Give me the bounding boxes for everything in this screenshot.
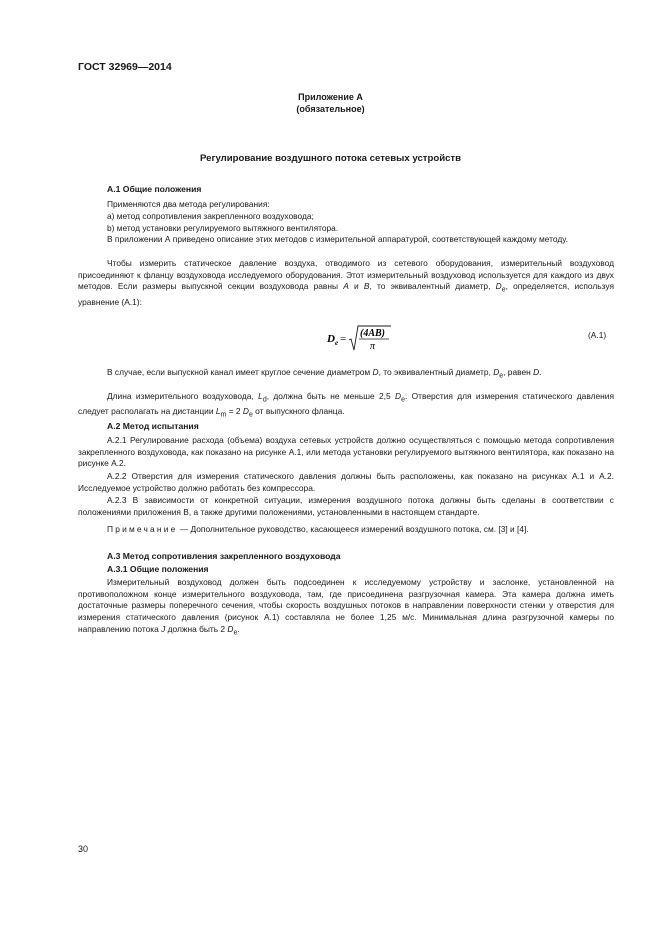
equation-number: (А.1) <box>588 330 607 340</box>
section-a3-1-heading: А.3.1 Общие положения <box>107 564 209 574</box>
main-title: Регулирование воздушного потока сетевых устройств <box>199 153 462 164</box>
a2-1-paragraph: А.2.1 Регулирование расхода (объема) воздуха сетевых устройств должно осуществляться с помощью метода сопротивления закрепленного воздуховода, как показано на рисунке А.1, или метода установки регулируемого вытяжного вентилятора, как показано на рисунке А.2. <box>78 435 614 469</box>
a2-note: Примечание — Дополнительное руководство, касающееся измерений воздушного потока, см. [3] и [4]. <box>107 524 529 534</box>
a1-measure-paragraph: Чтобы измерить статическое давление воздуха, отводимого из сетевого оборудования, измерительный воздуховод присоединяют к фланцу воздуховода исследуемого оборудования. Этот измерительный воздуховод используется для каждого из двух методов. Если размеры выпускной секции воздуховода равны A и B, то эквивалентный диаметр, $D_e$, определяется, используя уравнение (А.1): <box>78 258 614 307</box>
formula-lhs-sub: e <box>335 339 339 347</box>
section-a3-heading: А.3 Метод сопротивления закрепленного воздуховода <box>107 551 341 561</box>
standard-header: ГОСТ 32969—2014 <box>78 61 172 73</box>
a1-item-a: a) метод сопротивления закрепленного воздуховода; <box>107 211 314 221</box>
appendix-title: Приложение А <box>298 92 363 102</box>
a1-item-b: b) метод установки регулируемого вытяжного вентилятора. <box>107 223 339 233</box>
a2-3-paragraph: А.2.3 В зависимости от конкретной ситуации, измерения воздушного потока должны быть сделаны в соответствии с положениями приложения В, а также другими положениями, установленными в настоящем стандарте. <box>78 495 614 517</box>
formula-lhs: D <box>327 333 335 345</box>
a1-length-paragraph: Длина измерительного воздуховода, $L_d$, должна быть не меньше 2,5 $D_e$. Отверстия для измерения статического давления следует располагать на дистанции $L_m = 2$ $D_e$ от выпускного фланца. <box>78 391 614 420</box>
formula-denominator: π <box>370 341 376 352</box>
formula-numerator: (4AB) <box>360 328 385 339</box>
a2-2-paragraph: А.2.2 Отверстия для измерения статического давления должны быть расположены, как показано на рисунках А.1 и А.2. Исследуемое устройство должно работать без компрессора. <box>78 471 614 493</box>
page-number: 30 <box>78 844 89 854</box>
a1-round-paragraph: В случае, если выпускной канал имеет круглое сечение диаметром D, то эквивалентный диаметр, $D_e$, равен D. <box>107 367 542 380</box>
a3-1-paragraph: Измерительный воздуховод должен быть подсоединен к исследуемому устройству и заслонке, установленной на противоположном конце измерительного воздуховода, там, где присоединена разгрузочная камера. Эта камера должна иметь достаточные размеры поперечного сечения, чтобы скорость воздушных потоков в направлении поверхности стенки у отверстия для измерения статического давления (рисунок А.1) составляла не более 1,25 м/с. Минимальная длина разгрузочной камеры по направлению потока J должна быть 2 $D_e$. <box>78 577 614 637</box>
note-label: Примечание <box>107 524 178 534</box>
a1-appendix-paragraph: В приложении А приведено описание этих методов с измерительной аппаратурой, соответствующей каждому методу. <box>107 234 568 244</box>
section-a2-heading: А.2 Метод испытания <box>107 421 199 431</box>
equation-a1 <box>325 322 425 356</box>
a1-intro: Применяются два метода регулирования: <box>107 199 270 209</box>
appendix-status: (обязательное) <box>296 104 365 114</box>
formula-equals: = <box>340 333 347 345</box>
section-a1-heading: А.1 Общие положения <box>107 184 202 194</box>
